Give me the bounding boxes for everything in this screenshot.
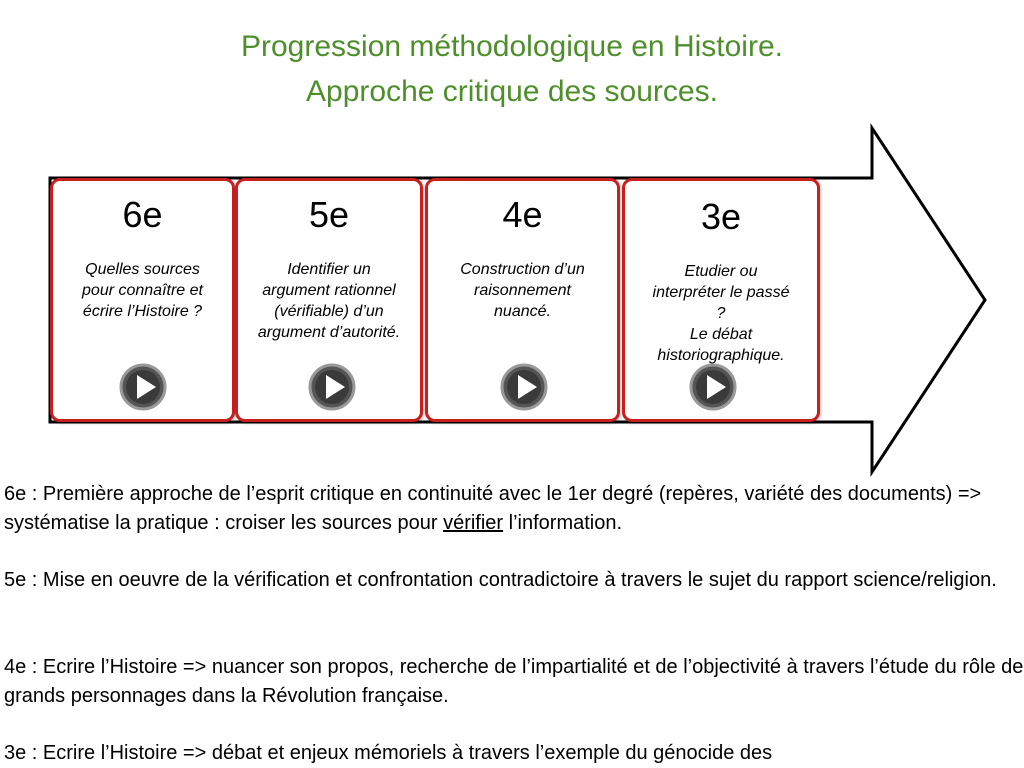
desc-line: pour connaître et bbox=[82, 282, 203, 299]
desc-line: nuancé. bbox=[494, 303, 551, 320]
desc-line: historiographique. bbox=[657, 347, 785, 364]
desc-line: Construction d’un bbox=[460, 261, 585, 278]
para-text: l’information. bbox=[503, 512, 623, 534]
desc-line: argument d’autorité. bbox=[257, 324, 401, 341]
paragraph-5e: 5e : Mise en oeuvre de la vérification et confrontation contradictoire à travers le sujet du rapport science/religion. bbox=[4, 569, 997, 591]
para-text: 6e : Première approche de l’esprit critique en continuité avec le 1er degré (repères, variété des documents) => systématise la pratique : croiser les sources pour bbox=[4, 483, 982, 534]
card-4e bbox=[425, 178, 620, 422]
desc-line: Etudier ou bbox=[684, 263, 758, 280]
card-6e bbox=[50, 178, 235, 422]
desc-line: interpréter le passé bbox=[652, 284, 790, 301]
play-icon[interactable] bbox=[119, 363, 167, 411]
desc-line: raisonnement bbox=[474, 282, 571, 299]
underlined-word: vérifier bbox=[443, 512, 504, 534]
card-grade: 6e bbox=[122, 194, 163, 235]
card-grade: 4e bbox=[502, 194, 543, 235]
desc-line: Quelles sources bbox=[85, 261, 200, 278]
desc-line: Le débat bbox=[689, 326, 753, 343]
card-description bbox=[63, 259, 222, 322]
card-grade: 5e bbox=[308, 194, 350, 235]
card-grade: 3e bbox=[700, 196, 742, 237]
play-icon[interactable] bbox=[308, 363, 356, 411]
play-icon[interactable] bbox=[500, 363, 548, 411]
paragraph-3e: 3e : Ecrire l’Histoire => débat et enjeux mémoriels à travers l’exemple du génocide des bbox=[4, 742, 773, 764]
paragraph-6e bbox=[4, 480, 1024, 538]
card-description bbox=[635, 261, 807, 366]
page-title-line-1: Progression méthodologique en Histoire. bbox=[241, 30, 783, 63]
desc-line: Identifier un bbox=[287, 261, 371, 278]
card-5e bbox=[235, 178, 423, 422]
play-icon[interactable] bbox=[689, 363, 737, 411]
page-title-line-2: Approche critique des sources. bbox=[306, 75, 718, 108]
desc-line: ? bbox=[716, 305, 726, 322]
desc-line: argument rationnel bbox=[262, 282, 396, 299]
card-3e bbox=[622, 178, 820, 422]
card-description bbox=[248, 259, 410, 343]
paragraph-4e: 4e : Ecrire l’Histoire => nuancer son propos, recherche de l’impartialité et de l’objectivité à travers l’étude du rôle de grands personnages dans la Révolution française. bbox=[4, 656, 1024, 707]
card-description bbox=[438, 259, 607, 322]
desc-line: (vérifiable) d’un bbox=[274, 303, 384, 320]
desc-line: écrire l’Histoire ? bbox=[82, 303, 203, 320]
